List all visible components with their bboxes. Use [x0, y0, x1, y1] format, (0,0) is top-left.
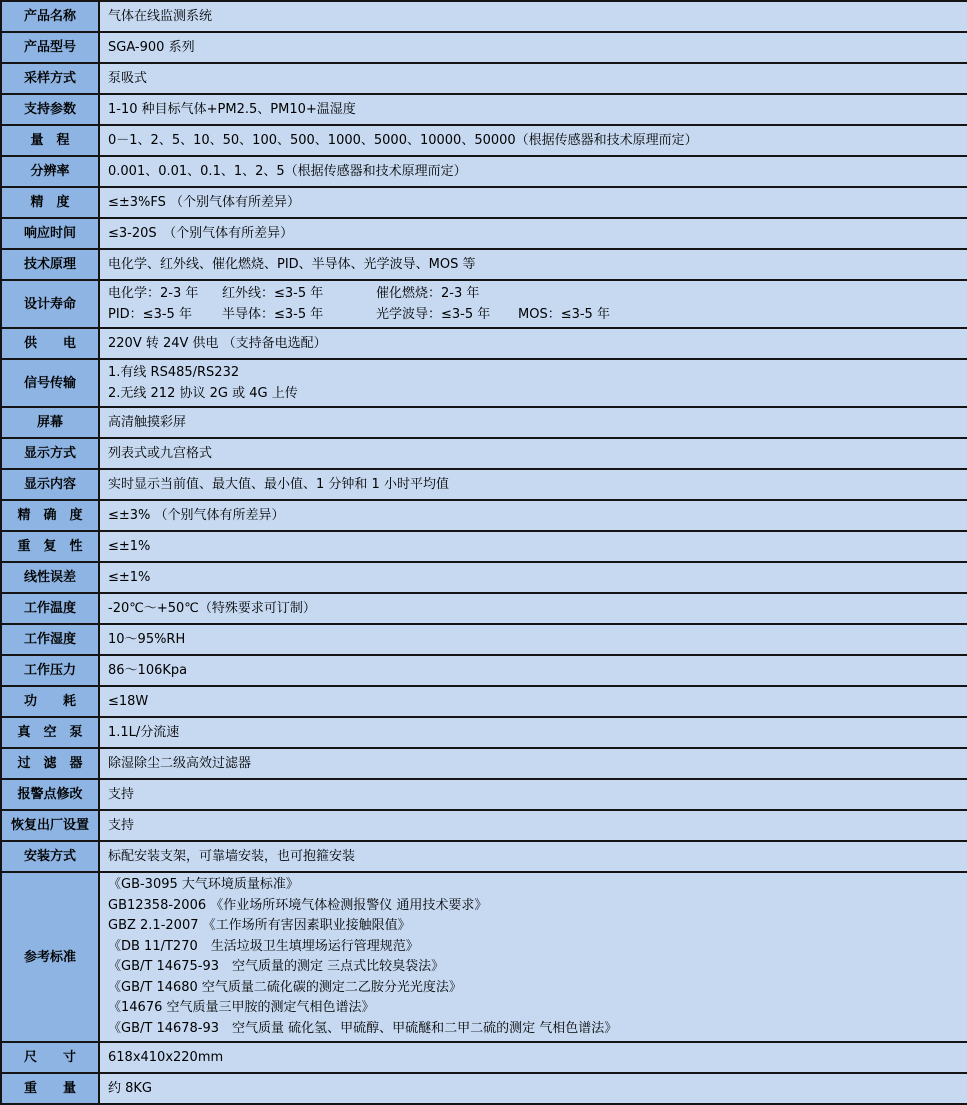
spec-value [100, 360, 967, 406]
lifespan-segment: 光学波导：≤3-5 年 [376, 307, 491, 322]
table-row [2, 532, 967, 563]
table-row [2, 157, 967, 188]
spec-label: 过 滤 器 [2, 749, 100, 778]
spec-label: 重 复 性 [2, 532, 100, 561]
table-row [2, 501, 967, 532]
table-row [2, 1043, 967, 1074]
value-line: SGA-900 系列 [108, 39, 195, 55]
lifespan-segment: PID：≤3-5 年 [108, 307, 192, 322]
value-line: 实时显示当前值、最大值、最小值、1 分钟和 1 小时平均值 [108, 476, 449, 492]
spec-value [100, 501, 967, 530]
table-row [2, 126, 967, 157]
spec-value [100, 470, 967, 499]
spec-label: 量 程 [2, 126, 100, 155]
spec-label: 参考标准 [2, 873, 100, 1041]
value-line: 气体在线监测系统 [108, 8, 213, 24]
spec-label: 安装方式 [2, 842, 100, 871]
value-line: 220V 转 24V 供电 （支持备电选配） [108, 335, 327, 351]
value-line: 泵吸式 [108, 70, 148, 86]
table-row [2, 408, 967, 439]
spec-label: 分辨率 [2, 157, 100, 186]
spec-label: 报警点修改 [2, 780, 100, 809]
value-line [108, 304, 963, 325]
lifespan-segment: 电化学：2-3 年 [108, 286, 199, 301]
table-row [2, 656, 967, 687]
table-row [2, 873, 967, 1043]
spec-value [100, 219, 967, 248]
spec-value [100, 329, 967, 358]
spec-label: 产品型号 [2, 33, 100, 62]
spec-value [100, 33, 967, 62]
spec-label: 信号传输 [2, 360, 100, 406]
value-line: ≤±1% [108, 538, 151, 554]
spec-value [100, 780, 967, 809]
spec-label: 恢复出厂设置 [2, 811, 100, 840]
spec-value [100, 749, 967, 778]
table-row [2, 64, 967, 95]
table-row [2, 250, 967, 281]
table-row [2, 780, 967, 811]
spec-label: 精 度 [2, 188, 100, 217]
spec-label: 工作湿度 [2, 625, 100, 654]
spec-value [100, 811, 967, 840]
spec-label: 工作压力 [2, 656, 100, 685]
table-row [2, 219, 967, 250]
table-row [2, 281, 967, 329]
spec-value [100, 656, 967, 685]
spec-value [100, 718, 967, 747]
spec-label: 采样方式 [2, 64, 100, 93]
table-row [2, 625, 967, 656]
spec-value [100, 408, 967, 437]
value-line: ≤±3%FS （个别气体有所差异） [108, 194, 301, 210]
value-line: 列表式或九宫格式 [108, 445, 213, 461]
value-line: ≤±1% [108, 569, 151, 585]
table-row [2, 470, 967, 501]
spec-value [100, 594, 967, 623]
value-line: 除湿除尘二级高效过滤器 [108, 755, 252, 771]
value-line: 支持 [108, 786, 135, 802]
lifespan-segment: 催化燃烧：2-3 年 [376, 286, 480, 301]
lifespan-segment: 半导体：≤3-5 年 [222, 307, 324, 322]
spec-value [100, 532, 967, 561]
value-line: 2.无线 212 协议 2G 或 4G 上传 [108, 386, 298, 401]
table-row [2, 1074, 967, 1105]
spec-label: 真 空 泵 [2, 718, 100, 747]
value-line: 《DB 11/T270 生活垃圾卫生填埋场运行管理规范》 [108, 938, 419, 954]
spec-value [100, 157, 967, 186]
value-line: 约 8KG [108, 1080, 153, 1096]
value-line: ≤±3% （个别气体有所差异） [108, 507, 285, 523]
spec-value [100, 842, 967, 871]
value-line: 电化学、红外线、催化燃烧、PID、半导体、光学波导、MOS 等 [108, 256, 476, 272]
spec-label: 尺 寸 [2, 1043, 100, 1072]
value-line: 《GB-3095 大气环境质量标准》 [108, 877, 299, 892]
table-row [2, 811, 967, 842]
value-line: GB12358-2006 《作业场所环境气体检测报警仪 通用技术要求》 [108, 897, 488, 913]
spec-value [100, 687, 967, 716]
spec-value [100, 439, 967, 468]
value-line: 1-10 种目标气体+PM2.5、PM10+温湿度 [108, 101, 356, 117]
table-row [2, 749, 967, 780]
value-line: 《GB/T 14675-93 空气质量的测定 三点式比较臭袋法》 [108, 959, 445, 974]
table-row [2, 439, 967, 470]
value-line: ≤3-20S （个别气体有所差异） [108, 225, 294, 241]
spec-label: 精 确 度 [2, 501, 100, 530]
spec-label: 支持参数 [2, 95, 100, 124]
spec-value [100, 250, 967, 279]
value-line: 0－1、2、5、10、50、100、500、1000、5000、10000、50000（根据传感器和技术原理而定） [108, 132, 698, 148]
spec-value [100, 188, 967, 217]
spec-value [100, 1043, 967, 1072]
spec-label: 重 量 [2, 1074, 100, 1103]
table-row [2, 687, 967, 718]
table-row [2, 360, 967, 408]
spec-label: 功 耗 [2, 687, 100, 716]
value-line: GBZ 2.1-2007 《工作场所有害因素职业接触限值》 [108, 918, 411, 933]
value-line: 0.001、0.01、0.1、1、2、5（根据传感器和技术原理而定） [108, 163, 467, 179]
value-line: 86～106Kpa [108, 662, 188, 678]
spec-value [100, 625, 967, 654]
spec-value [100, 281, 967, 327]
value-line [108, 283, 963, 304]
value-line: 618x410x220mm [108, 1049, 224, 1065]
table-row [2, 563, 967, 594]
table-row [2, 594, 967, 625]
value-line: 高清触摸彩屏 [108, 414, 187, 430]
value-line: -20℃～+50℃（特殊要求可订制） [108, 600, 316, 616]
lifespan-segment: 红外线：≤3-5 年 [222, 286, 324, 301]
spec-label: 技术原理 [2, 250, 100, 279]
value-line: 《GB/T 14680 空气质量二硫化碳的测定二乙胺分光光度法》 [108, 979, 462, 995]
spec-label: 工作温度 [2, 594, 100, 623]
spec-label: 线性误差 [2, 563, 100, 592]
lifespan-segment: MOS：≤3-5 年 [518, 307, 610, 322]
spec-value [100, 126, 967, 155]
table-row [2, 33, 967, 64]
value-line: 《14676 空气质量三甲胺的测定气相色谱法》 [108, 1000, 375, 1015]
value-line: 《GB/T 14678-93 空气质量 硫化氢、甲硫醇、甲硫醚和二甲二硫的测定 气相色谱法》 [108, 1020, 618, 1036]
spec-value [100, 95, 967, 124]
table-row [2, 718, 967, 749]
spec-value [100, 2, 967, 31]
spec-value [100, 64, 967, 93]
table-row [2, 188, 967, 219]
spec-label: 设计寿命 [2, 281, 100, 327]
spec-label: 显示方式 [2, 439, 100, 468]
spec-value [100, 1074, 967, 1103]
value-line: 10～95%RH [108, 631, 186, 647]
spec-label: 屏幕 [2, 408, 100, 437]
spec-value [100, 873, 967, 1041]
table-row [2, 95, 967, 126]
value-line: 1.1L/分流速 [108, 724, 180, 740]
spec-label: 响应时间 [2, 219, 100, 248]
value-line: ≤18W [108, 693, 149, 709]
value-line: 1.有线 RS485/RS232 [108, 365, 240, 380]
spec-label: 供 电 [2, 329, 100, 358]
spec-value [100, 563, 967, 592]
table-row [2, 329, 967, 360]
spec-label: 显示内容 [2, 470, 100, 499]
table-row [2, 842, 967, 873]
spec-label: 产品名称 [2, 2, 100, 31]
value-line: 标配安装支架，可靠墙安装，也可抱箍安装 [108, 848, 356, 864]
value-line: 支持 [108, 817, 135, 833]
table-row [2, 2, 967, 33]
